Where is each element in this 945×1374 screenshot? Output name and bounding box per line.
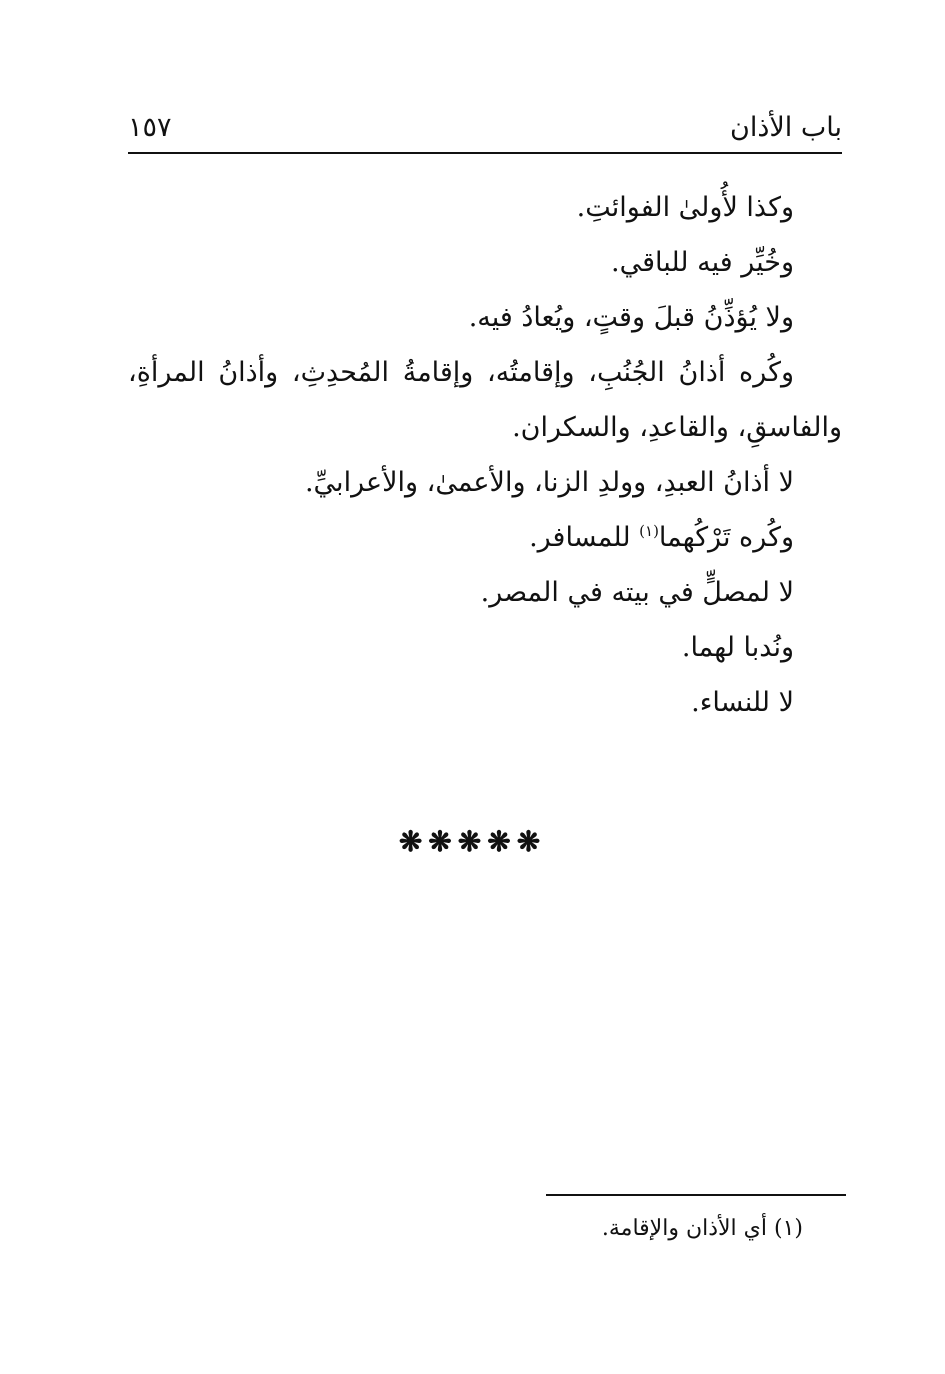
paragraph: وكُره أذانُ الجُنُبِ، وإقامتُه، وإقامةُ المُحدِثِ، وأذانُ المرأةِ، والفاسقِ، والقاعدِ، والسكران.: [128, 357, 842, 443]
footnote-separator: [546, 1194, 846, 1196]
paragraph: ولا يُؤذِّنُ قبلَ وقتٍ، ويُعادُ فيه.: [468, 302, 794, 333]
footnote: (١) أي الأذان والإقامة.: [601, 1216, 803, 1241]
paragraph-with-note: [128, 510, 842, 565]
paragraph: لا لمصلٍّ في بيته في المصر.: [480, 577, 794, 608]
running-title: باب الأذان: [730, 112, 842, 143]
paragraph: لا للنساء.: [691, 687, 794, 718]
page-number: ١٥٧: [128, 112, 172, 143]
paragraph-text: وكُره تَرْكُهما: [658, 522, 794, 553]
paragraph-text: للمسافر.: [529, 522, 640, 553]
page-header: [128, 108, 842, 154]
footnote-reference: (١): [639, 522, 659, 540]
paragraph: وكذا لأُولىٰ الفوائتِ.: [576, 192, 794, 223]
paragraph: ونُدبا لهما.: [681, 632, 794, 663]
section-end-stars: ❋❋❋❋❋: [398, 825, 547, 858]
paragraph: لا أذانُ العبدِ، وولدِ الزنا، والأعمىٰ، والأعرابيِّ.: [304, 467, 794, 498]
paragraph: وخُيِّر فيه للباقي.: [610, 247, 794, 278]
body-text: [128, 180, 842, 730]
